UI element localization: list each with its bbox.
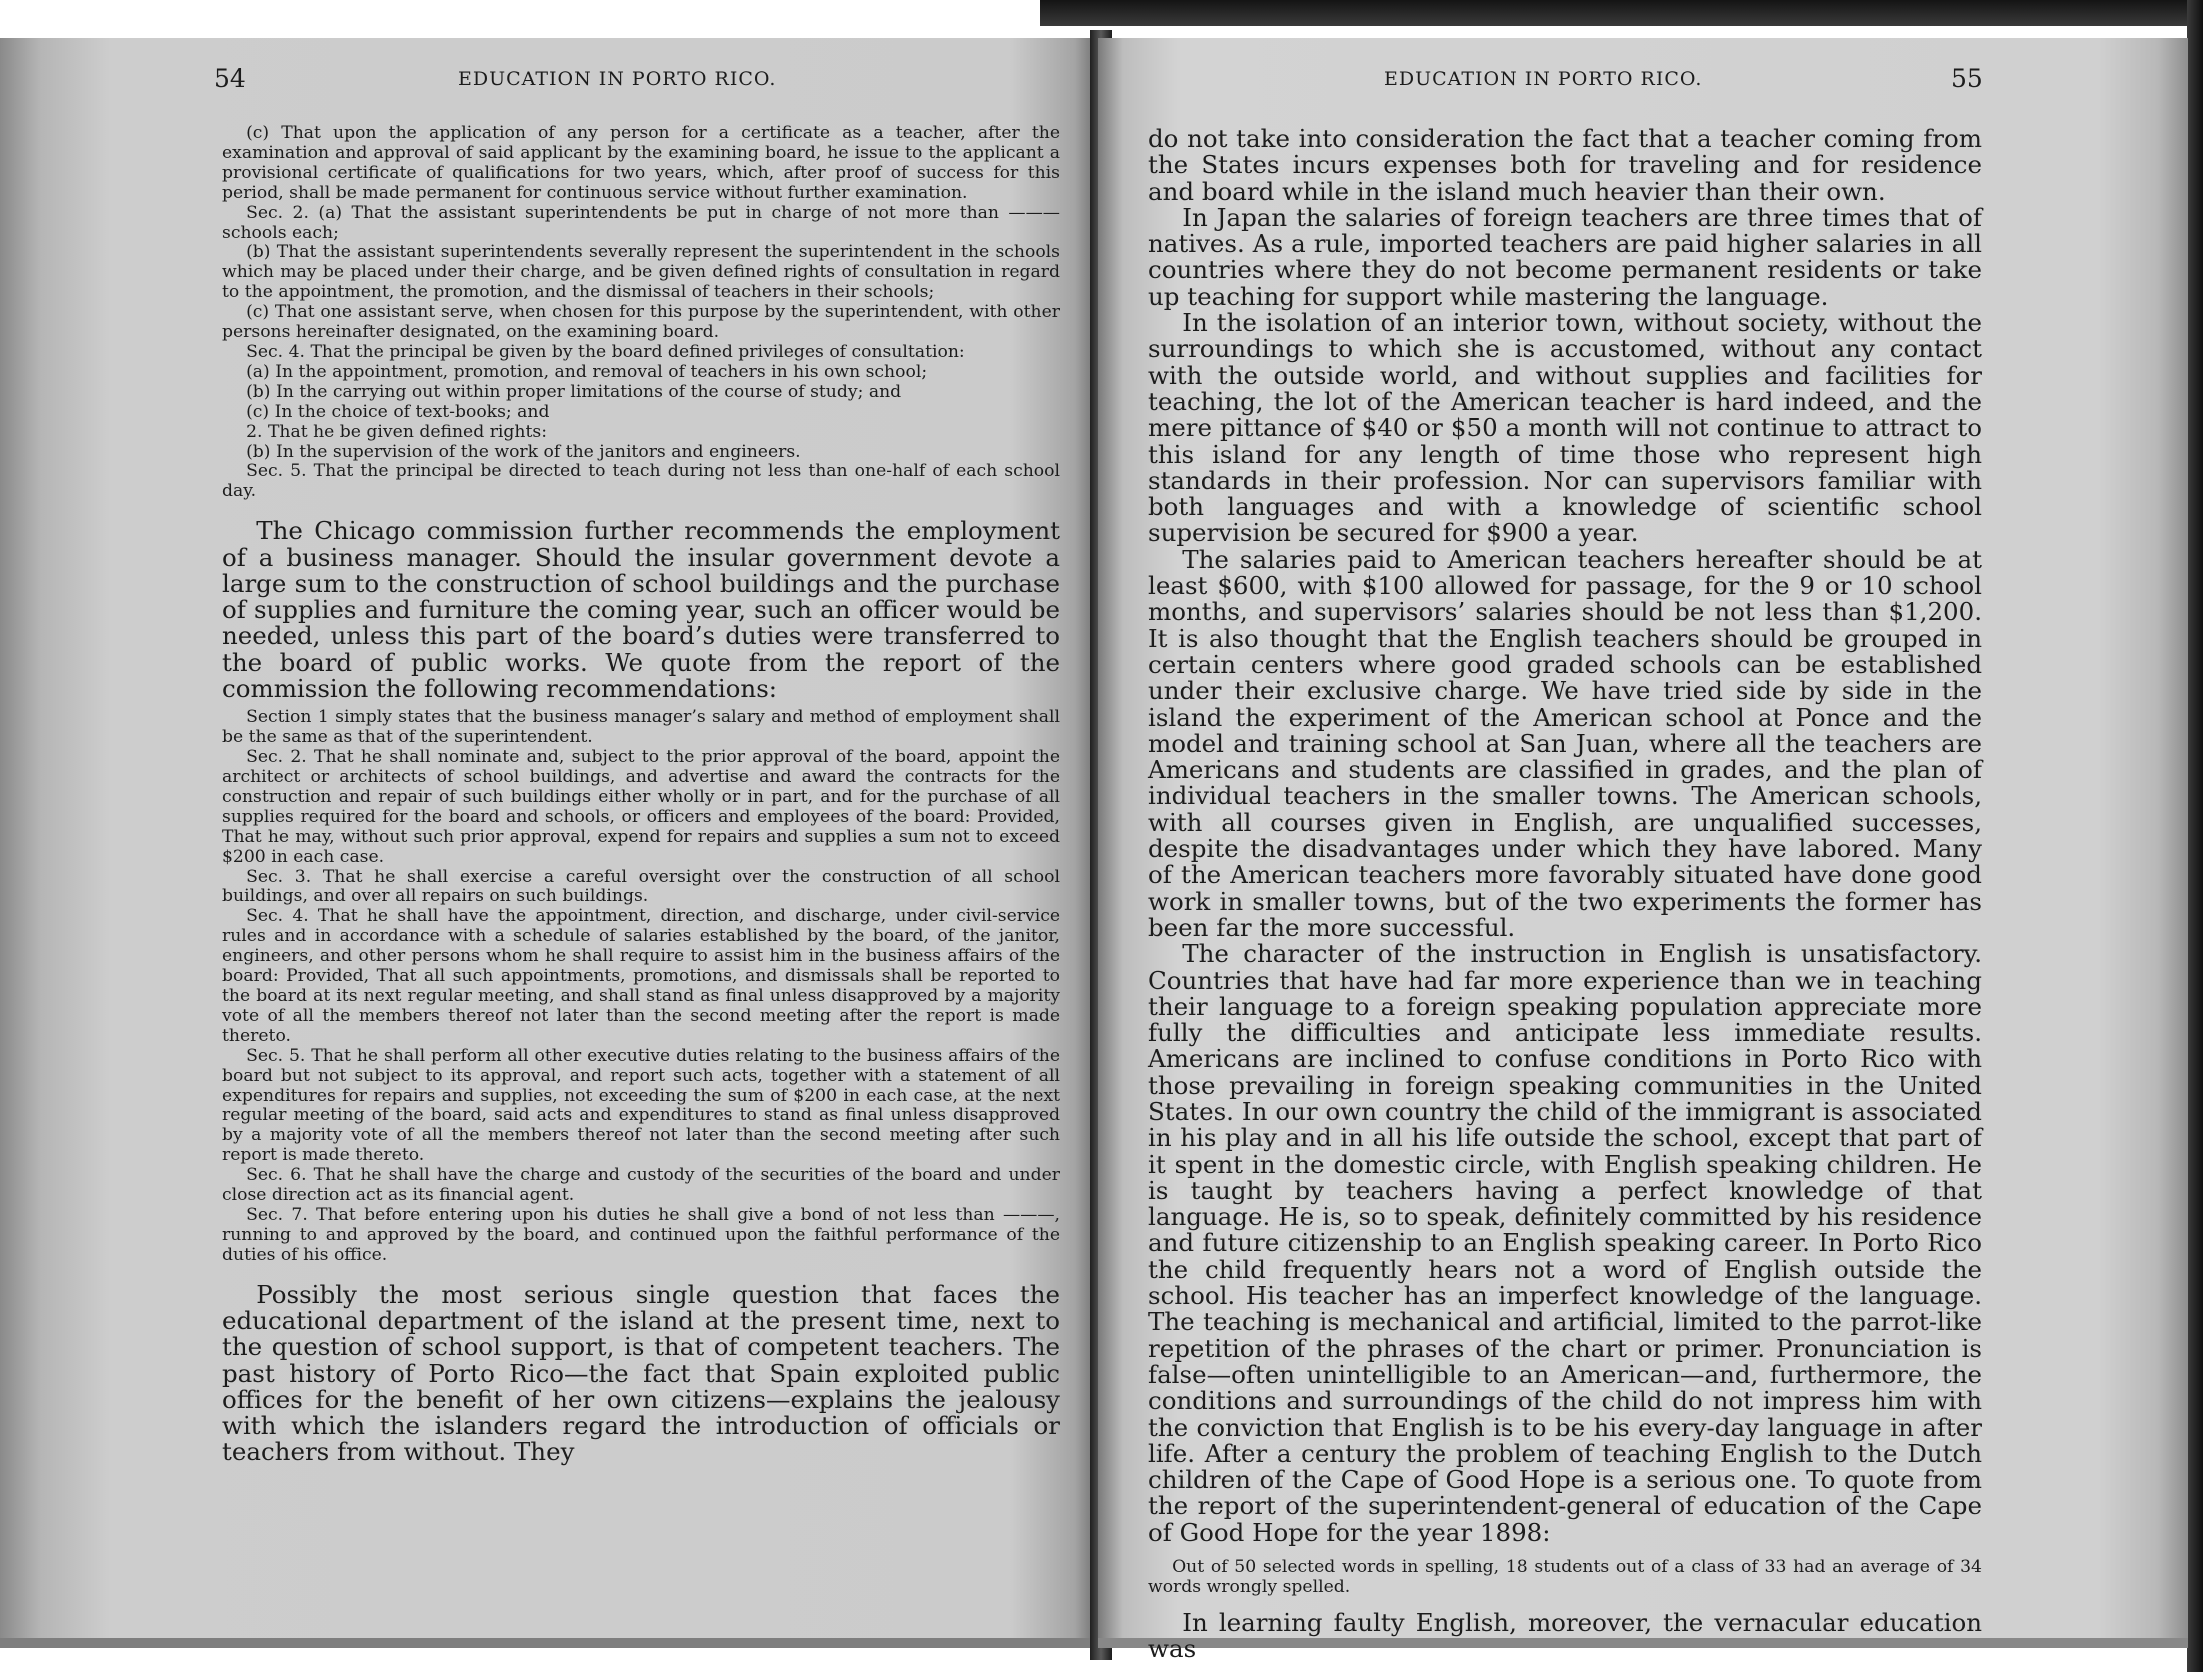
- clause-a-appointment: (a) In the appointment, promotion, and removal of teachers in his own school;: [246, 361, 928, 382]
- paragraph-salaries: The salaries paid to American teachers hereafter should be at least $600, with $100 allowed for passage, for the 9 or 10 school months, and supervisors’ salaries should be not less than $1,200. It is also thought that the English teachers should be grouped in certain centers where good graded schools can be established under their exclusive charge. We have tried side by side in the island the experiment of the American school at Ponce and the model and training school at San Juan, where all the teachers are Americans and students are classified in grades, and the plan of individual teachers in the smaller towns. The American schools, with all courses given in English, are unqualified successes, despite the disadvantages under which they have labored. Many of the American teachers more favorably situated have done good work in smaller towns, but of the two experiments the former has been far the more successful.: [1148, 544, 1982, 942]
- sec-6-securities: Sec. 6. That he shall have the charge and custody of the securities of the board and under close direction act as its financial agent.: [222, 1165, 1060, 1206]
- sec-5-executive-duties: Sec. 5. That he shall perform all other executive duties relating to the business affairs of the board but not subject to its approval, and report such acts, together with a statement of all expenditures for repairs and supplies, not exceeding the sum of $200 in each case, at the next regular meeting of the board, said acts and expenditures to stand as final unless disapproved by a majority vote of all the members thereof not later than the second meeting after such report is made thereto.: [222, 1045, 1060, 1166]
- paragraph-faulty-english: In learning faulty English, moreover, the vernacular education was: [1148, 1607, 1982, 1664]
- sec-2-assistant-superintendents: Sec. 2. (a) That the assistant superintendents be put in charge of not more than ——— schools each;: [222, 202, 1060, 243]
- sec-4-principal: Sec. 4. That the principal be given by the board defined privileges of consultation:: [246, 341, 965, 362]
- paragraph-continued: do not take into consideration the fact that a teacher coming from the States incurs expenses both for traveling and for residence and board while in the island much heavier than their own.: [1148, 124, 1982, 206]
- left-page: [0, 38, 1098, 1648]
- right-column: [1148, 126, 1982, 1662]
- clause-c-certificate: (c) That upon the application of any person for a certificate as a teacher, after the examination and approval of said applicant by the examining board, he issue to the applicant a provisional certificate of qualifications for two years, which, after proof of success for this period, shall be made permanent for continuous service without further examination.: [222, 123, 1060, 203]
- right-page: [1098, 38, 2188, 1664]
- sec-7-bond: Sec. 7. That before entering upon his duties he shall give a bond of not less than ———, running to and approved by the board, and continued upon the faithful performance of the duties of his office.: [222, 1204, 1060, 1265]
- left-page-number: 54: [214, 64, 246, 93]
- left-column: [222, 124, 1060, 1466]
- scan-edge-top: [1040, 0, 2203, 26]
- right-page-number: 55: [1951, 64, 1983, 93]
- clause-b-represent: (b) That the assistant superintendents severally represent the superintendent in the schools which may be placed under their charge, and be given defined rights of consultation in regard to the appointment, the promotion, and the dismissal of teachers in their schools;: [222, 242, 1060, 303]
- paragraph-japan: In Japan the salaries of foreign teachers are three times that of natives. As a rule, imported teachers are paid higher salaries in all countries where they do not become permanent residents or take up teaching for support while mastering the language.: [1148, 202, 1982, 311]
- clause-c-examining-board: (c) That one assistant serve, when chosen for this purpose by the superintendent, with other persons hereinafter designated, on the examining board.: [222, 302, 1060, 343]
- paragraph-isolation: In the isolation of an interior town, without society, without the surroundings to which she is accustomed, without any contact with the outside world, and without supplies and facilities for teaching, the lot of the American teacher is hard indeed, and the mere pittance of $40 or $50 a month will not continue to attract to this island for any length of time those who represent high standards in their profession. Nor can supervisors familiar with both languages and with a knowledge of scientific school supervision be secured for $900 a year.: [1148, 308, 1982, 548]
- paragraph-business-manager: The Chicago commission further recommends the employment of a business manager. Should the insular government devote a large sum to the construction of school buildings and the purchase of supplies and furniture the coming year, such an officer would be needed, unless this part of the board’s duties were transferred to the board of public works. We quote from the report of the commission the following recommendations:: [222, 516, 1060, 703]
- clause-b-supervision: (b) In the supervision of the work of the janitors and engineers.: [246, 441, 801, 462]
- clause-c-textbooks: (c) In the choice of text-books; and: [246, 401, 550, 422]
- section-1-salary: Section 1 simply states that the business manager’s salary and method of employment shall be the same as that of the superintendent.: [222, 707, 1060, 748]
- sec-5-principal-teach: Sec. 5. That the principal be directed to teach during not less than one-half of each school day.: [222, 461, 1060, 502]
- sec-3-oversight: Sec. 3. That he shall exercise a careful oversight over the construction of all school buildings, and over all repairs on such buildings.: [222, 866, 1060, 907]
- right-running-head: EDUCATION IN PORTO RICO.: [1384, 68, 1703, 90]
- left-running-head: EDUCATION IN PORTO RICO.: [458, 68, 777, 90]
- scan-edge-right: [2187, 0, 2203, 1672]
- sec-4-appointment: Sec. 4. That he shall have the appointment, direction, and discharge, under civil-service rules and in accordance with a schedule of salaries established by the board, of the janitor, engineers, and other persons whom he shall require to assist him in the business affairs of the board: Provided, That all such appointments, promotions, and dismissals shall be reported to the board at its next regular meeting, and shall stand as final unless disapproved by a majority vote of all the members thereof not later than the second meeting after the report is made thereto.: [222, 906, 1060, 1046]
- sec-2-architect: Sec. 2. That he shall nominate and, subject to the prior approval of the board, appoint the architect or architects of school buildings, and advertise and award the contracts for the construction and repair of such buildings either wholly or in part, and for the purchase of all supplies required for the board and schools, or officers and employees of the board: Provided, That he may, without such prior approval, expend for repairs and supplies a sum not to exceed $200 in each case.: [222, 747, 1060, 867]
- clause-b-course: (b) In the carrying out within proper limitations of the course of study; and: [246, 381, 902, 402]
- paragraph-competent-teachers: Possibly the most serious single question that faces the educational department of the island at the present time, next to the question of school support, is that of competent teachers. The past history of Porto Rico—the fact that Spain exploited public offices for the benefit of her own citizens—explains the jealousy with which the islanders regard the introduction of officials or teachers from without. They: [222, 1279, 1060, 1467]
- paragraph-instruction-english: The character of the instruction in English is unsatisfactory. Countries that have had far more experience than we in teaching their language to a foreign speaking population appreciate more fully the difficulties and anticipate less immediate results. Americans are inclined to confuse conditions in Porto Rico with those prevailing in foreign speaking communities in the United States. In our own country the child of the immigrant is associated in his play and in all his life outside the school, except that part of it spent in the domestic circle, with English speaking children. He is taught by teachers having a perfect knowledge of that language. He is, so to speak, definitely committed by his residence and future citizenship to an English speaking career. In Porto Rico the child frequently hears not a word of English outside the school. His teacher has an imperfect knowledge of the language. The teaching is mechanical and artificial, limited to the parrot-like repetition of the phrases of the chart or primer. Pronunciation is false—often unintelligible to an American—and, furthermore, the conditions and surroundings of the child do not impress him with the conviction that English is to be his every-day language in after life. After a century the problem of teaching English to the Dutch children of the Cape of Good Hope is a serious one. To quote from the report of the superintendent-general of education of the Cape of Good Hope for the year 1898:: [1148, 939, 1982, 1547]
- clause-2-rights: 2. That he be given defined rights:: [246, 421, 547, 442]
- quote-spelling: Out of 50 selected words in spelling, 18 students out of a class of 33 had an average of 34 words wrongly spelled.: [1148, 1557, 1982, 1597]
